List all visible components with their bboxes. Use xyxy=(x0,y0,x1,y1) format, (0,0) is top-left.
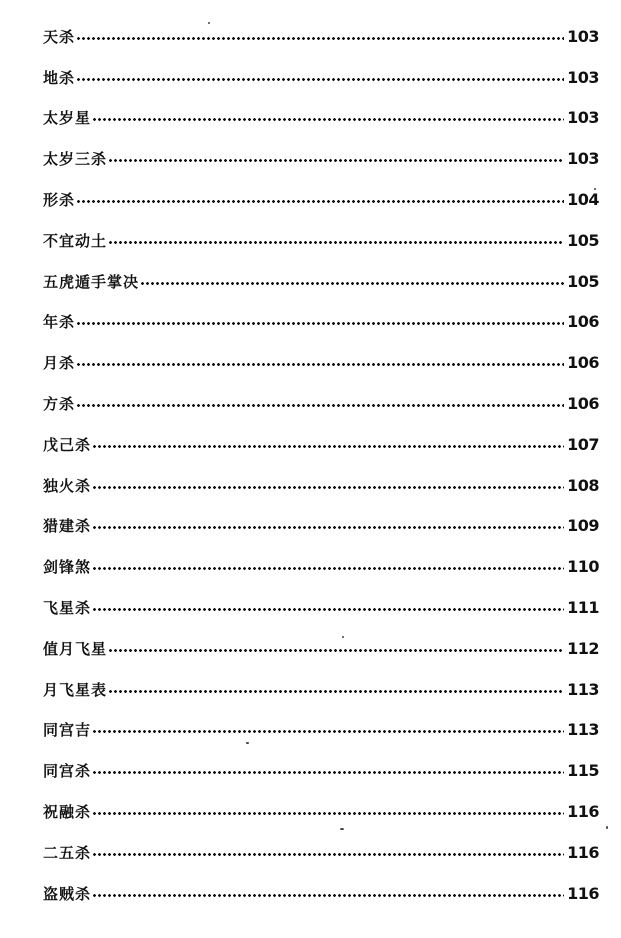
dot-leader xyxy=(92,853,564,856)
toc-entry-title: 盗贼杀 xyxy=(43,884,92,903)
toc-entry-title: 祝融杀 xyxy=(43,803,92,822)
toc-entry-title: 地杀 xyxy=(43,68,76,87)
toc-entry xyxy=(43,138,599,179)
dot-leader xyxy=(92,608,564,611)
toc-entry xyxy=(43,546,599,587)
dot-leader xyxy=(92,730,564,733)
toc-entry xyxy=(43,342,599,383)
toc-entry xyxy=(43,57,599,98)
toc-entry xyxy=(43,791,599,832)
toc-entry-title: 太岁三杀 xyxy=(43,150,108,169)
toc-entry-page-number: 106 xyxy=(567,312,599,332)
dot-leader xyxy=(76,363,564,366)
toc-entry-title: 月杀 xyxy=(43,354,76,373)
toc-entry-title: 猎建杀 xyxy=(43,517,92,536)
toc-entry xyxy=(43,465,599,506)
toc-entry-title: 形杀 xyxy=(43,191,76,210)
table-of-contents xyxy=(43,16,599,914)
toc-entry xyxy=(43,587,599,628)
toc-entry-title: 值月飞星 xyxy=(43,639,108,658)
dot-leader xyxy=(108,649,564,652)
toc-entry-title: 独火杀 xyxy=(43,476,92,495)
toc-entry xyxy=(43,261,599,302)
toc-entry-page-number: 115 xyxy=(567,761,599,781)
dot-leader xyxy=(92,526,564,529)
toc-entry-title: 不宜动土 xyxy=(43,231,108,250)
toc-entry-page-number: 103 xyxy=(567,67,599,87)
toc-entry-title: 方杀 xyxy=(43,395,76,414)
toc-entry-title: 太岁星 xyxy=(43,109,92,128)
dot-leader xyxy=(76,37,564,40)
dot-leader xyxy=(92,771,564,774)
toc-entry-page-number: 109 xyxy=(567,516,599,536)
toc-entry xyxy=(43,628,599,669)
toc-entry-title: 月飞星表 xyxy=(43,680,108,699)
toc-entry-page-number: 105 xyxy=(567,230,599,250)
toc-entry xyxy=(43,750,599,791)
toc-entry-page-number: 103 xyxy=(567,108,599,128)
toc-entry-title: 同宫杀 xyxy=(43,762,92,781)
toc-entry-page-number: 104 xyxy=(567,190,599,210)
toc-entry-page-number: 111 xyxy=(567,598,599,618)
toc-entry-page-number: 113 xyxy=(567,720,599,740)
toc-entry-title: 戊己杀 xyxy=(43,435,92,454)
dot-leader xyxy=(92,486,564,489)
toc-entry xyxy=(43,873,599,914)
toc-entry-title: 飞星杀 xyxy=(43,599,92,618)
toc-entry-page-number: 106 xyxy=(567,353,599,373)
dot-leader xyxy=(108,159,564,162)
toc-entry xyxy=(43,98,599,139)
toc-entry-page-number: 116 xyxy=(567,802,599,822)
toc-entry-page-number: 113 xyxy=(567,679,599,699)
dot-leader xyxy=(76,322,564,325)
toc-entry xyxy=(43,16,599,57)
toc-entry-page-number: 116 xyxy=(567,842,599,862)
scan-speck xyxy=(594,188,596,190)
toc-entry-page-number: 105 xyxy=(567,271,599,291)
scan-speck xyxy=(340,828,344,830)
scan-speck xyxy=(342,636,344,638)
scan-speck xyxy=(606,826,608,829)
dot-leader xyxy=(92,567,564,570)
dot-leader xyxy=(76,404,564,407)
toc-entry xyxy=(43,424,599,465)
toc-entry xyxy=(43,710,599,751)
toc-entry-page-number: 112 xyxy=(567,638,599,658)
dot-leader xyxy=(108,241,564,244)
dot-leader xyxy=(108,690,564,693)
toc-entry-title: 剑锋煞 xyxy=(43,558,92,577)
toc-entry xyxy=(43,669,599,710)
dot-leader xyxy=(92,894,564,897)
toc-entry-title: 天杀 xyxy=(43,27,76,46)
toc-entry xyxy=(43,220,599,261)
toc-entry-page-number: 108 xyxy=(567,475,599,495)
toc-entry-title: 五虎遁手掌决 xyxy=(43,272,140,291)
dot-leader xyxy=(92,812,564,815)
toc-entry xyxy=(43,383,599,424)
dot-leader xyxy=(140,282,564,285)
toc-entry-page-number: 107 xyxy=(567,434,599,454)
toc-entry-page-number: 106 xyxy=(567,394,599,414)
toc-entry-page-number: 103 xyxy=(567,149,599,169)
scan-speck xyxy=(246,742,249,744)
dot-leader xyxy=(92,445,564,448)
toc-entry-title: 二五杀 xyxy=(43,843,92,862)
toc-entry xyxy=(43,302,599,343)
toc-entry xyxy=(43,506,599,547)
dot-leader xyxy=(76,200,564,203)
toc-entry-page-number: 116 xyxy=(567,883,599,903)
dot-leader xyxy=(76,78,564,81)
scan-speck xyxy=(208,22,210,24)
toc-entry xyxy=(43,179,599,220)
toc-entry-page-number: 110 xyxy=(567,557,599,577)
toc-entry xyxy=(43,832,599,873)
toc-entry-page-number: 103 xyxy=(567,26,599,46)
toc-entry-title: 同宫吉 xyxy=(43,721,92,740)
dot-leader xyxy=(92,118,564,121)
toc-entry-title: 年杀 xyxy=(43,313,76,332)
